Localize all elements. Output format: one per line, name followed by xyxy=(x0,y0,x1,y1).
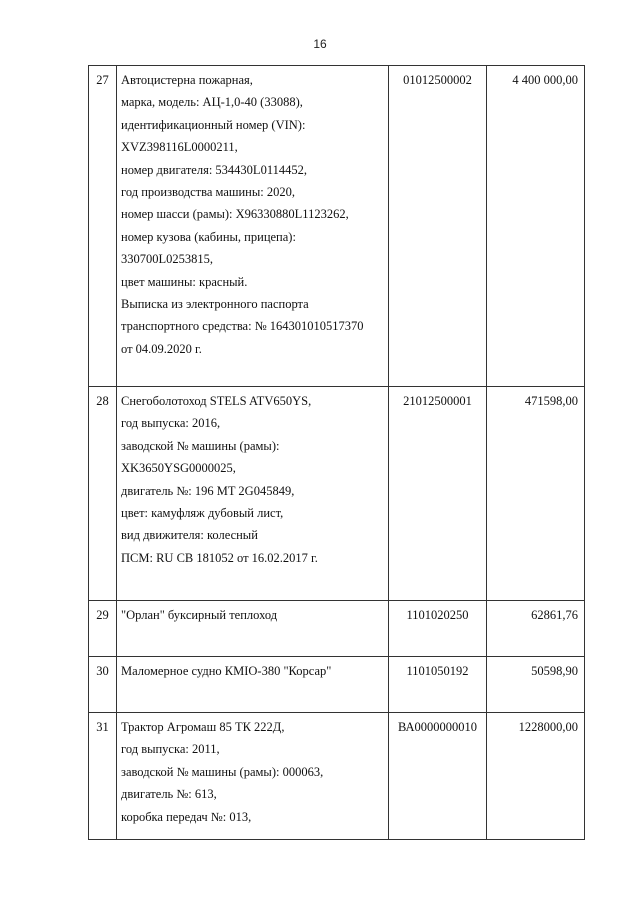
table-row xyxy=(89,713,585,840)
description-line: Маломерное судно КМIO-380 "Корсар" xyxy=(121,664,332,678)
description-line: Снегоболотоход STELS ATV650YS, xyxy=(121,394,312,408)
inventory-table xyxy=(88,65,585,840)
inventory-code: ВА0000000010 xyxy=(389,713,487,840)
description-line: Трактор Агромаш 85 ТК 222Д, xyxy=(121,720,285,734)
description-line: марка, модель: АЦ-1,0-40 (33088), xyxy=(121,95,303,110)
row-number: 31 xyxy=(89,713,117,840)
row-number: 28 xyxy=(89,387,117,601)
description-line: год выпуска: 2016, xyxy=(121,416,221,431)
inventory-code: 1101020250 xyxy=(389,601,487,657)
item-description xyxy=(117,387,389,601)
description-line: Выписка из электронного паспорта xyxy=(121,296,309,311)
item-description xyxy=(117,657,389,713)
description-line: "Орлан" буксирный теплоход xyxy=(121,608,278,622)
item-description xyxy=(117,601,389,657)
table-row xyxy=(89,601,585,657)
item-value: 62861,76 xyxy=(487,601,585,657)
description-line: коробка передач №: 013, xyxy=(121,809,252,824)
description-line: от 04.09.2020 г. xyxy=(121,341,202,356)
description-line: 330700L0253815, xyxy=(121,252,214,267)
inventory-code: 21012500001 xyxy=(389,387,487,601)
item-value: 1228000,00 xyxy=(487,713,585,840)
description-line: номер кузова (кабины, прицепа): xyxy=(121,229,296,244)
description-line: транспортного средства: № 164301010517370 xyxy=(121,319,364,334)
description-line: год выпуска: 2011, xyxy=(121,742,220,757)
description-line: XK3650YSG0000025, xyxy=(121,461,236,476)
inventory-code: 1101050192 xyxy=(389,657,487,713)
description-line: двигатель №: 613, xyxy=(121,787,217,802)
description-line: цвет машины: красный. xyxy=(121,274,248,289)
description-line: двигатель №: 196 MT 2G045849, xyxy=(121,483,295,498)
description-line: идентификационный номер (VIN): xyxy=(121,117,306,132)
table-row xyxy=(89,387,585,601)
description-line: XVZ398116L0000211, xyxy=(121,140,238,155)
description-line: Автоцистерна пожарная, xyxy=(121,73,253,87)
item-value: 50598,90 xyxy=(487,657,585,713)
table-row xyxy=(89,657,585,713)
description-line: цвет: камуфляж дубовый лист, xyxy=(121,505,284,520)
row-number: 29 xyxy=(89,601,117,657)
page-number: 16 xyxy=(313,37,327,51)
inventory-code: 01012500002 xyxy=(389,66,487,387)
table-row xyxy=(89,66,585,387)
description-line: номер шасси (рамы): X96330880L1123262, xyxy=(121,207,349,222)
row-number: 30 xyxy=(89,657,117,713)
description-line: заводской № машины (рамы): 000063, xyxy=(121,764,324,779)
item-value: 4 400 000,00 xyxy=(487,66,585,387)
description-line: вид движителя: колесный xyxy=(121,528,258,543)
row-number: 27 xyxy=(89,66,117,387)
item-description xyxy=(117,713,389,840)
description-line: ПСМ: RU CB 181052 от 16.02.2017 г. xyxy=(121,550,318,565)
description-line: номер двигателя: 534430L0114452, xyxy=(121,162,307,177)
description-line: заводской № машины (рамы): xyxy=(121,438,280,453)
item-value: 471598,00 xyxy=(487,387,585,601)
description-line: год производства машины: 2020, xyxy=(121,184,295,199)
item-description xyxy=(117,66,389,387)
